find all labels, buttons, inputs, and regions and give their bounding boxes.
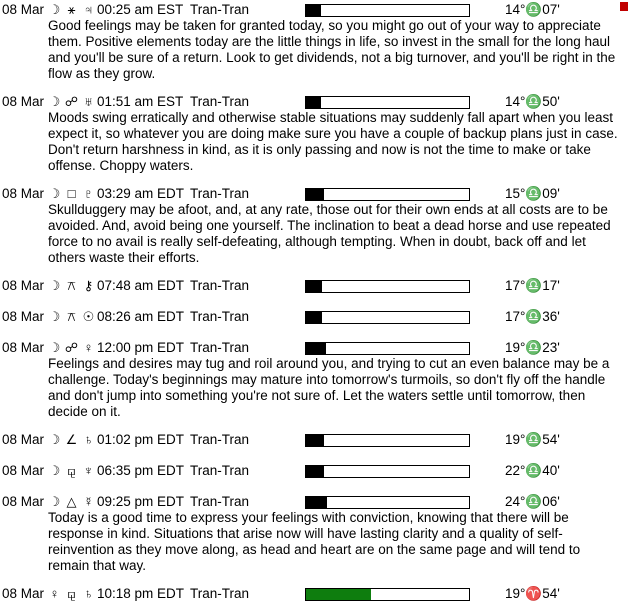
transit-row[interactable] — [0, 94, 629, 110]
chiron-icon: ⚷ — [83, 278, 94, 293]
transit-date: 08 Mar — [2, 340, 45, 355]
sextile-aspect-icon: ⚹ — [67, 2, 76, 17]
transit-glyphs — [46, 340, 97, 356]
transit-row[interactable] — [0, 432, 629, 448]
aspect-power-bar-fill — [306, 466, 324, 477]
quincunx-aspect-icon: ⚻ — [67, 278, 76, 293]
venus-icon: ♀ — [83, 340, 94, 355]
transit-time: 09:25 pm EDT — [97, 494, 185, 509]
aspect-power-bar-fill — [306, 281, 322, 292]
transit-row[interactable] — [0, 494, 629, 510]
transit-type: Tran-Tran — [190, 494, 250, 509]
transit-date: 08 Mar — [2, 186, 45, 201]
transit-time: 06:35 pm EDT — [97, 463, 185, 478]
moon-icon: ☽ — [48, 94, 61, 109]
transit-type: Tran-Tran — [190, 94, 250, 109]
sun-icon: ☉ — [82, 309, 95, 324]
moon-icon: ☽ — [48, 494, 61, 509]
moon-icon: ☽ — [48, 309, 61, 324]
aspect-power-bar — [305, 188, 470, 201]
aspect-power-bar-fill — [306, 589, 371, 600]
aspect-power-bar — [305, 588, 470, 601]
aspect-power-bar — [305, 280, 470, 293]
transit-position: 17°♎17' — [505, 278, 560, 293]
transit-glyphs — [46, 586, 97, 602]
jupiter-icon: ♃ — [83, 2, 94, 17]
aspect-power-bar-fill — [306, 497, 327, 508]
transit-date: 08 Mar — [2, 586, 45, 601]
moon-icon: ☽ — [48, 463, 61, 478]
transit-date: 08 Mar — [2, 432, 45, 447]
moon-icon: ☽ — [48, 340, 61, 355]
square-aspect-icon: □ — [67, 186, 76, 201]
mercury-icon: ☿ — [83, 494, 94, 509]
transit-row[interactable] — [0, 278, 629, 294]
transit-type: Tran-Tran — [190, 340, 250, 355]
transit-position: 24°♎06' — [505, 494, 560, 509]
transit-description: Moods swing erratically and otherwise stable situations may suddenly fall apart when you least expect it, so whatever you are doing make sure you have a couple of backup plans just in case. Don't return harshness in kind, as it is only passing and now is not the time to make or take offense. Choppy waters. — [48, 110, 618, 173]
quincunx-aspect-icon: ⚻ — [67, 309, 76, 324]
transit-date: 08 Mar — [2, 463, 45, 478]
transit-time: 08:26 am EDT — [97, 309, 185, 324]
uranus-icon: ♅ — [83, 94, 94, 109]
transit-date: 08 Mar — [2, 2, 45, 17]
transit-date: 08 Mar — [2, 278, 45, 293]
saturn-icon: ♄ — [83, 586, 94, 601]
transit-type: Tran-Tran — [190, 278, 250, 293]
opposition-aspect-icon: ☍ — [64, 340, 79, 355]
transit-glyphs — [46, 494, 97, 510]
transit-time: 01:02 pm EDT — [97, 432, 185, 447]
opposition-aspect-icon: ☍ — [64, 94, 79, 109]
transit-glyphs — [46, 309, 97, 325]
transit-glyphs — [46, 432, 97, 448]
aspect-power-bar — [305, 434, 470, 447]
saturn-icon: ♄ — [83, 432, 94, 447]
transit-position: 19°♈54' — [505, 586, 560, 601]
aspect-power-bar — [305, 465, 470, 478]
transit-glyphs — [46, 463, 97, 479]
transit-time: 07:48 am EDT — [97, 278, 185, 293]
aspect-power-bar — [305, 311, 470, 324]
semisquare-aspect-icon: ∠ — [65, 432, 78, 447]
transit-date: 08 Mar — [2, 94, 45, 109]
sesquiquadrate-aspect-icon: ⚼ — [67, 463, 76, 478]
aspect-power-bar — [305, 496, 470, 509]
transit-description: Skullduggery may be afoot, and, at any rate, those out for their own ends at all costs are to be avoided. And, avoid being one yourself. The inclination to beat a dead horse and use repeated force to no avail is really self-defeating, although tempting. When in doubt, back off and let others waste their efforts. — [48, 202, 611, 265]
transit-row[interactable] — [0, 340, 629, 356]
transit-row[interactable] — [0, 586, 629, 602]
aspect-power-bar — [305, 342, 470, 355]
aspect-power-bar-fill — [306, 5, 321, 16]
transit-position: 14°♎50' — [505, 94, 560, 109]
transit-time: 03:29 am EDT — [97, 186, 185, 201]
venus-icon: ♀ — [49, 586, 60, 601]
red-marker — [620, 2, 628, 11]
moon-icon: ☽ — [48, 2, 61, 17]
transit-type: Tran-Tran — [190, 432, 250, 447]
transit-type: Tran-Tran — [190, 2, 250, 17]
transit-type: Tran-Tran — [190, 586, 250, 601]
transit-row[interactable] — [0, 463, 629, 479]
pluto-icon: ♇ — [83, 186, 94, 201]
moon-icon: ☽ — [48, 278, 61, 293]
trine-aspect-icon: △ — [66, 494, 77, 509]
transit-row[interactable] — [0, 186, 629, 202]
transit-glyphs — [46, 186, 97, 202]
transit-time: 01:51 am EST — [97, 94, 184, 109]
aspect-power-bar-fill — [306, 189, 324, 200]
transit-glyphs — [46, 278, 97, 294]
transit-description: Feelings and desires may tug and roil around you, and trying to cut an even balance may be a challenge. Today's beginnings may mature into tomorrow's turmoils, so don't fly off the handle and don't jump into something you're not sure of. Let the waters settle until tomorrow, then decide on it. — [48, 356, 610, 419]
transit-glyphs — [46, 2, 97, 18]
aspect-power-bar — [305, 96, 470, 109]
transit-glyphs — [46, 94, 97, 110]
aspect-power-bar-fill — [306, 435, 324, 446]
moon-icon: ☽ — [48, 432, 61, 447]
transit-date: 08 Mar — [2, 309, 45, 324]
transit-time: 00:25 am EST — [97, 2, 184, 17]
transit-row[interactable] — [0, 2, 629, 18]
transit-position: 19°♎23' — [505, 340, 560, 355]
transit-time: 10:18 pm EDT — [97, 586, 185, 601]
transit-description: Good feelings may be taken for granted today, so you might go out of your way to appreciate them. Positive elements today are the little things in life, so invest in the small for the long haul and you'll be sure of a return. Look to get dividends, not a big turnover, and you'll be right in the flow as they grow. — [48, 18, 616, 81]
aspect-power-bar-fill — [306, 343, 326, 354]
transit-type: Tran-Tran — [190, 186, 250, 201]
transit-date: 08 Mar — [2, 494, 45, 509]
transit-row[interactable] — [0, 309, 629, 325]
neptune-icon: ♆ — [83, 463, 94, 478]
aspect-power-bar-fill — [306, 97, 321, 108]
transit-description: Today is a good time to express your feelings with conviction, knowing that there will be response in kind. Situations that arise now will have lasting clarity and a quality of self-reinvention as they move along, as head and heart are on the same page and will tend to remain that way. — [48, 510, 581, 573]
transit-position: 22°♎40' — [505, 463, 560, 478]
transit-position: 17°♎36' — [505, 309, 560, 324]
transit-type: Tran-Tran — [190, 309, 250, 324]
aspect-power-bar-fill — [306, 312, 322, 323]
transit-type: Tran-Tran — [190, 463, 250, 478]
transit-position: 14°♎07' — [505, 2, 560, 17]
moon-icon: ☽ — [48, 186, 61, 201]
transit-position: 15°♎09' — [505, 186, 560, 201]
transit-position: 19°♎54' — [505, 432, 560, 447]
aspect-power-bar — [305, 4, 470, 17]
sesquiquadrate-aspect-icon: ⚼ — [67, 586, 76, 601]
transit-time: 12:00 pm EDT — [97, 340, 185, 355]
